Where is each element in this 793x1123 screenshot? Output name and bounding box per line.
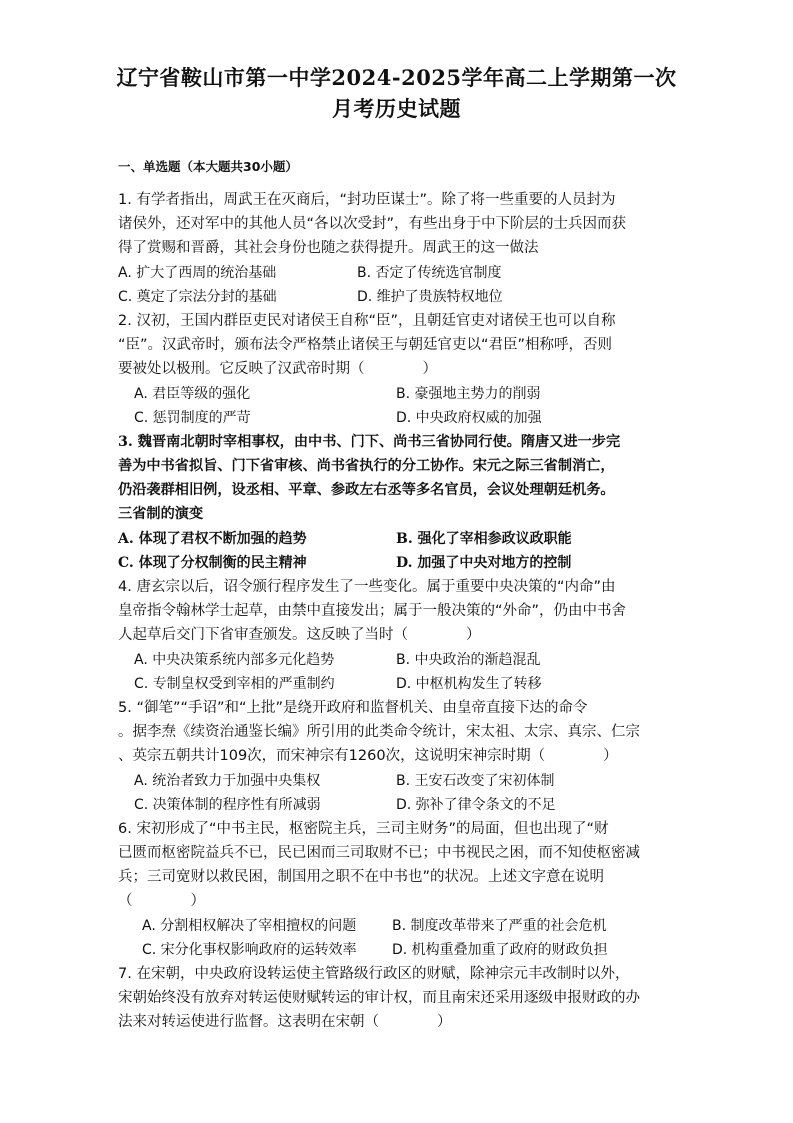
question-3-line-2: 善为中书省拟旨、门下省审核、尚书省执行的分工协作。宋元之际三省制消亡， bbox=[118, 458, 615, 474]
question-6-line-4: （ ） bbox=[118, 893, 205, 909]
exam-title-line-2: 月考历史试题 bbox=[332, 96, 461, 121]
question-7-line-3: 法来对转运使进行监督。这表明在宋朝（ ） bbox=[118, 1014, 452, 1030]
question-5-option-b: B. 王安石改变了宋初体制 bbox=[396, 773, 555, 789]
question-6-line-3: 兵；三司宽财以救民困，制国用之职不在中书也”的状况。上述文字意在说明 bbox=[118, 869, 605, 885]
question-3-line-4: 三省制的演变 bbox=[118, 506, 204, 522]
question-1-option-b: B. 否定了传统选官制度 bbox=[357, 265, 502, 281]
question-1-line-1: 1. 有学者指出，周武王在灭商后，“封功臣谋士”。除了将一些重要的人员封为 bbox=[118, 192, 616, 208]
question-5-line-2: 。据李焘《续资治通鉴长编》所引用的此类命令统计，宋太祖、太宗、真宗、仁宗 bbox=[118, 724, 640, 740]
question-2-option-d: D. 中央政府权威的加强 bbox=[396, 410, 542, 426]
question-3-line-3: 仍沿袭群相旧例，设丞相、平章、参政左右丞等多名官员，会议处理朝廷机务。 bbox=[118, 482, 615, 498]
question-4-option-d: D. 中枢机构发生了转移 bbox=[396, 676, 542, 692]
question-1-option-d: D. 维护了贵族特权地位 bbox=[357, 289, 503, 305]
question-4-line-1: 4. 唐玄宗以后，诏令颁行程序发生了一些变化。属于重要中央决策的“内命”由 bbox=[118, 579, 616, 595]
question-2-line-1: 2. 汉初，王国内群臣吏民对诸侯王自称“臣”，且朝廷官吏对诸侯王也可以自称 bbox=[118, 313, 616, 329]
question-5-option-d: D. 弥补了律令条文的不足 bbox=[396, 797, 556, 813]
question-1-option-c: C. 奠定了宗法分封的基础 bbox=[118, 289, 277, 305]
question-6-option-c: C. 宋分化事权影响政府的运转效率 bbox=[142, 942, 357, 958]
question-6-line-1: 6. 宋初形成了“中书主民，枢密院主兵，三司主财务”的局面，但也出现了“财 bbox=[118, 821, 609, 837]
question-1-line-3: 得了赏赐和晋爵，其社会身份也随之获得提升。周武王的这一做法 bbox=[118, 240, 539, 256]
question-3-option-b: B. 强化了宰相参政议政职能 bbox=[396, 531, 572, 547]
question-2-line-2: “臣”。汉武帝时，颁布法令严格禁止诸侯王与朝廷官吏以“君臣”相称呼，否则 bbox=[118, 337, 613, 353]
question-1-line-2: 诸侯外，还对军中的其他人员“各以次受封”，有些出身于中下阶层的士兵因而获 bbox=[118, 216, 627, 232]
question-3-option-c: C. 体现了分权制衡的民主精神 bbox=[118, 555, 307, 571]
question-6-option-b: B. 制度改革带来了严重的社会危机 bbox=[392, 918, 607, 934]
question-5-line-3: 、英宗五朝共计109次，而宋神宗有1260次，这说明宋神宗时期（ ） bbox=[118, 748, 618, 764]
question-5-line-1: 5. “御笔”“手诏”和“上批”是绕开政府和监督机关、由皇帝直接下达的命令 bbox=[118, 700, 588, 716]
question-2-option-c: C. 惩罚制度的严苛 bbox=[134, 410, 251, 426]
question-3-option-a: A. 体现了君权不断加强的趋势 bbox=[118, 531, 307, 547]
question-3-option-d: D. 加强了中央对地方的控制 bbox=[396, 555, 572, 571]
question-4-option-b: B. 中央政治的渐趋混乱 bbox=[396, 652, 541, 668]
question-7-line-2: 宋朝始终没有放弃对转运使财赋转运的审计权，而且南宋还采用逐级申报财政的办 bbox=[118, 990, 640, 1006]
section-heading: 一、单选题（本大题共30小题） bbox=[118, 159, 298, 174]
question-5-option-a: A. 统治者致力于加强中央集权 bbox=[134, 773, 321, 789]
question-4-line-3: 人起草后交门下省审查颁发。这反映了当时（ ） bbox=[118, 627, 481, 643]
question-2-line-3: 要被处以极刑。它反映了汉武帝时期（ ） bbox=[118, 361, 437, 377]
question-4-line-2: 皇帝指令翰林学士起草，由禁中直接发出；属于一般决策的“外命”，仍由中书舍 bbox=[118, 603, 627, 619]
question-4-option-a: A. 中央决策系统内部多元化趋势 bbox=[134, 652, 335, 668]
question-7-line-1: 7. 在宋朝，中央政府设转运使主管路级行政区的财赋，除神宗元丰改制时以外， bbox=[118, 966, 630, 982]
question-6-line-2: 已匮而枢密院益兵不已，民已困而三司取财不已；中书视民之困，而不知使枢密减 bbox=[118, 845, 640, 861]
question-6-option-d: D. 机构重叠加重了政府的财政负担 bbox=[392, 942, 608, 958]
question-6-option-a: A. 分割相权解决了宰相擅权的问题 bbox=[142, 918, 357, 934]
question-5-option-c: C. 决策体制的程序性有所减弱 bbox=[134, 797, 321, 813]
question-3-line-1: 3. 魏晋南北朝时宰相事权，由中书、门下、尚书三省协同行使。隋唐又进一步完 bbox=[118, 434, 621, 450]
question-4-option-c: C. 专制皇权受到宰相的严重制约 bbox=[134, 676, 335, 692]
question-2-option-a: A. 君臣等级的强化 bbox=[134, 386, 251, 402]
question-1-option-a: A. 扩大了西周的统治基础 bbox=[118, 265, 277, 281]
exam-title-line-1: 辽宁省鞍山市第一中学2024-2025学年高二上学期第一次 bbox=[116, 65, 677, 90]
question-2-option-b: B. 豪强地主势力的削弱 bbox=[396, 386, 541, 402]
